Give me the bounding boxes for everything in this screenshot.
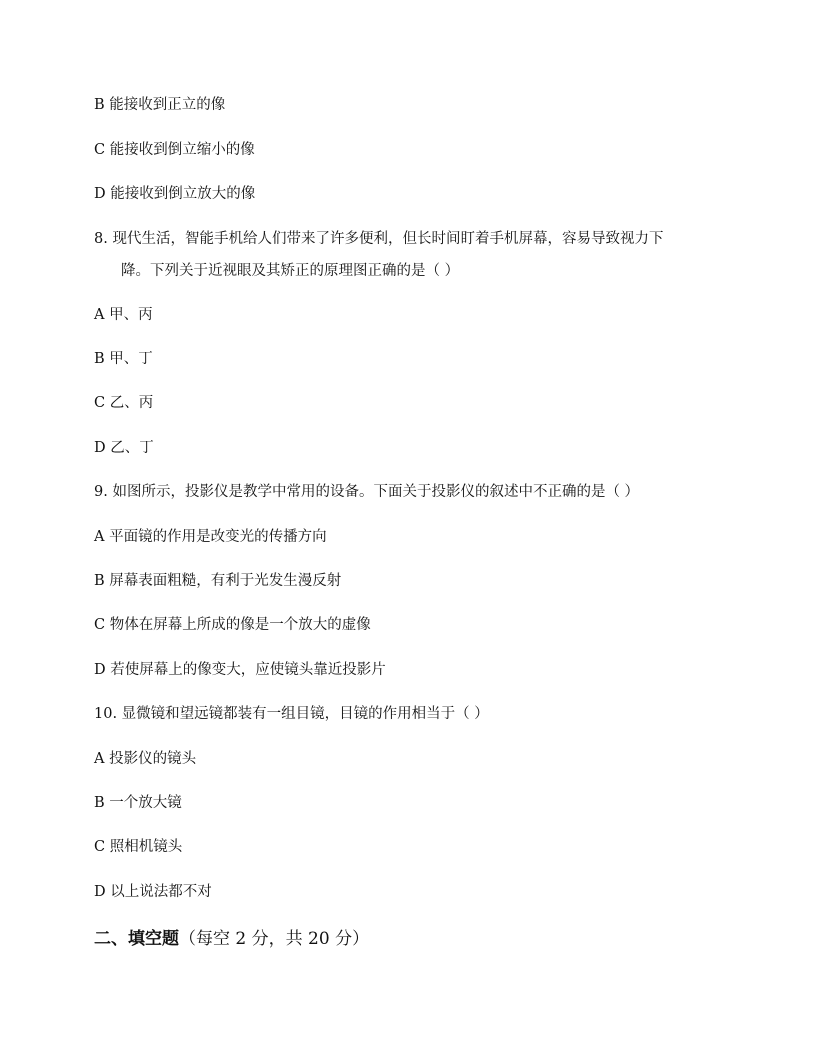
q8-option-b: B 甲、丁: [94, 351, 153, 367]
q10-option-d: D 以上说法都不对: [94, 884, 212, 900]
q8-option-a: A 甲、丙: [94, 307, 153, 323]
section-heading-fill-blank: [94, 928, 369, 950]
q9-option-b: B 屏幕表面粗糙，有利于光发生漫反射: [94, 573, 342, 589]
q9-stem: 9. 如图所示，投影仪是教学中常用的设备。下面关于投影仪的叙述中不正确的是（ ）: [94, 484, 640, 500]
q9-option-c: C 物体在屏幕上所成的像是一个放大的虚像: [94, 617, 371, 633]
section-title: 二、填空题: [94, 929, 179, 949]
q8-option-c: C 乙、丙: [94, 395, 154, 411]
q10-option-c: C 照相机镜头: [94, 839, 183, 855]
q7-option-b: B 能接收到正立的像: [94, 97, 226, 113]
q8-stem-line1: 8. 现代生活，智能手机给人们带来了许多便利，但长时间盯着手机屏幕，容易导致视力下: [94, 231, 664, 247]
q8-option-d: D 乙、丁: [94, 440, 154, 456]
section-score-note: （每空 2 分，共 20 分）: [179, 929, 370, 949]
q7-option-c: C 能接收到倒立缩小的像: [94, 142, 255, 158]
q9-option-a: A 平面镜的作用是改变光的传播方向: [94, 529, 327, 545]
q10-stem: 10. 显微镜和望远镜都装有一组目镜，目镜的作用相当于（ ）: [94, 706, 489, 722]
q8-stem-line2: 降。下列关于近视眼及其矫正的原理图正确的是（ ）: [121, 263, 460, 279]
q9-option-d: D 若使屏幕上的像变大，应使镜头靠近投影片: [94, 662, 386, 678]
q10-option-b: B 一个放大镜: [94, 795, 182, 811]
q7-option-d: D 能接收到倒立放大的像: [94, 186, 256, 202]
q10-option-a: A 投影仪的镜头: [94, 751, 197, 767]
